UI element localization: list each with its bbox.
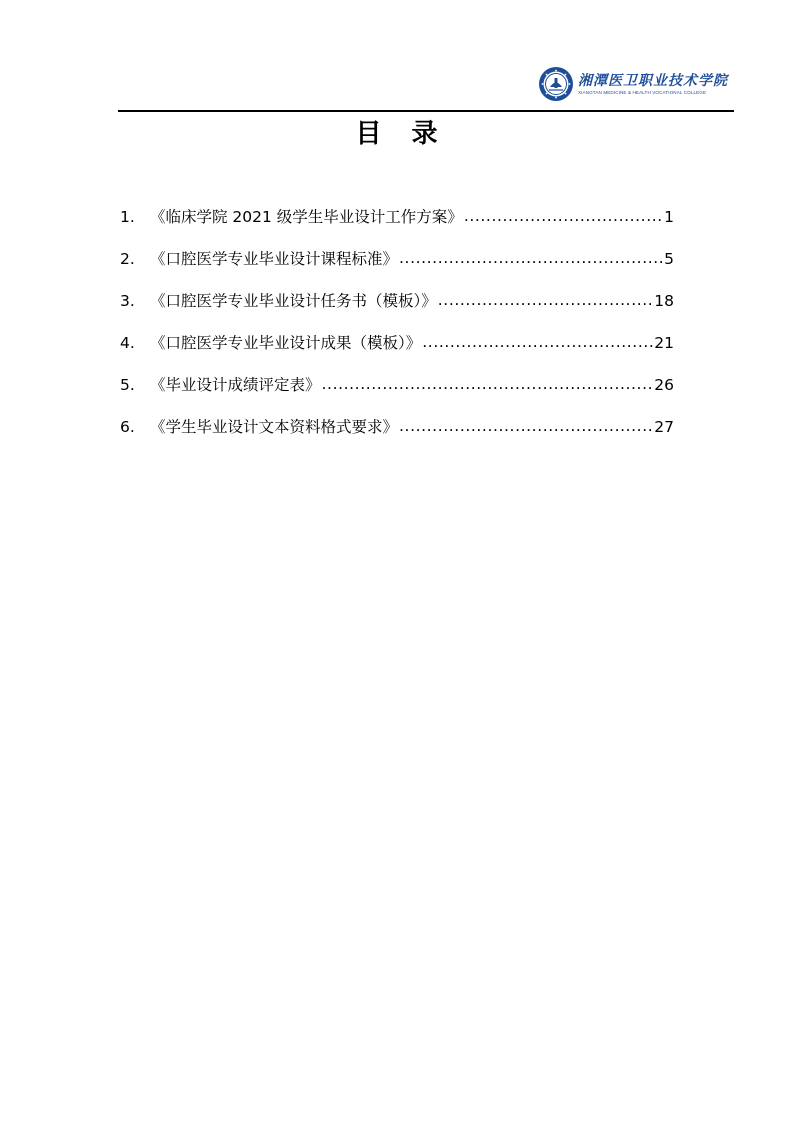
toc-entry-page[interactable]: 5 <box>664 250 674 268</box>
toc-entry-page[interactable]: 26 <box>654 376 674 394</box>
toc-entry-title[interactable]: 《口腔医学专业毕业设计成果（模板）》 <box>150 334 422 352</box>
page-header <box>118 62 734 112</box>
school-name: 湘潭医卫职业技术学院 <box>578 72 728 89</box>
toc-entry-page[interactable]: 1 <box>664 208 674 226</box>
school-logo <box>538 64 728 104</box>
toc-entry-title[interactable]: 《口腔医学专业毕业设计课程标准》 <box>150 250 399 268</box>
toc-entry-title[interactable]: 《毕业设计成绩评定表》 <box>150 376 321 394</box>
toc-entry-title[interactable]: 《临床学院 2021 级学生毕业设计工作方案》 <box>150 208 463 226</box>
toc-entry-6[interactable] <box>120 411 674 453</box>
toc-dot-leader <box>322 368 654 400</box>
toc-entry-number: 3. <box>120 292 135 310</box>
header-divider <box>118 110 734 112</box>
toc-entry-title[interactable]: 《口腔医学专业毕业设计任务书（模板）》 <box>150 292 437 310</box>
toc-entry-1[interactable] <box>120 201 674 243</box>
toc-entry-page[interactable]: 27 <box>654 418 674 436</box>
toc-entry-4[interactable] <box>120 327 674 369</box>
school-name-en: XIANGTAN MEDICINE & HEALTH VOCATIONAL COLLEGE <box>578 89 707 95</box>
toc-entry-3[interactable] <box>120 285 674 327</box>
school-emblem-icon <box>538 66 574 102</box>
toc-entry-number: 4. <box>120 334 135 352</box>
toc-entry-5[interactable] <box>120 369 674 411</box>
table-of-contents <box>120 201 674 453</box>
toc-entry-title[interactable]: 《学生毕业设计文本资料格式要求》 <box>150 418 399 436</box>
toc-dot-leader <box>399 242 663 274</box>
toc-entry-number: 2. <box>120 250 135 268</box>
toc-dot-leader <box>464 200 663 232</box>
toc-entry-number: 6. <box>120 418 135 436</box>
toc-entry-page[interactable]: 18 <box>654 292 674 310</box>
toc-entry-number: 1. <box>120 208 135 226</box>
toc-dot-leader <box>399 410 653 442</box>
toc-entry-2[interactable] <box>120 243 674 285</box>
toc-dot-leader <box>438 284 654 316</box>
toc-dot-leader <box>422 326 653 358</box>
toc-entry-number: 5. <box>120 376 135 394</box>
toc-entry-page[interactable]: 21 <box>654 334 674 352</box>
page-title: 目录 <box>355 119 468 149</box>
